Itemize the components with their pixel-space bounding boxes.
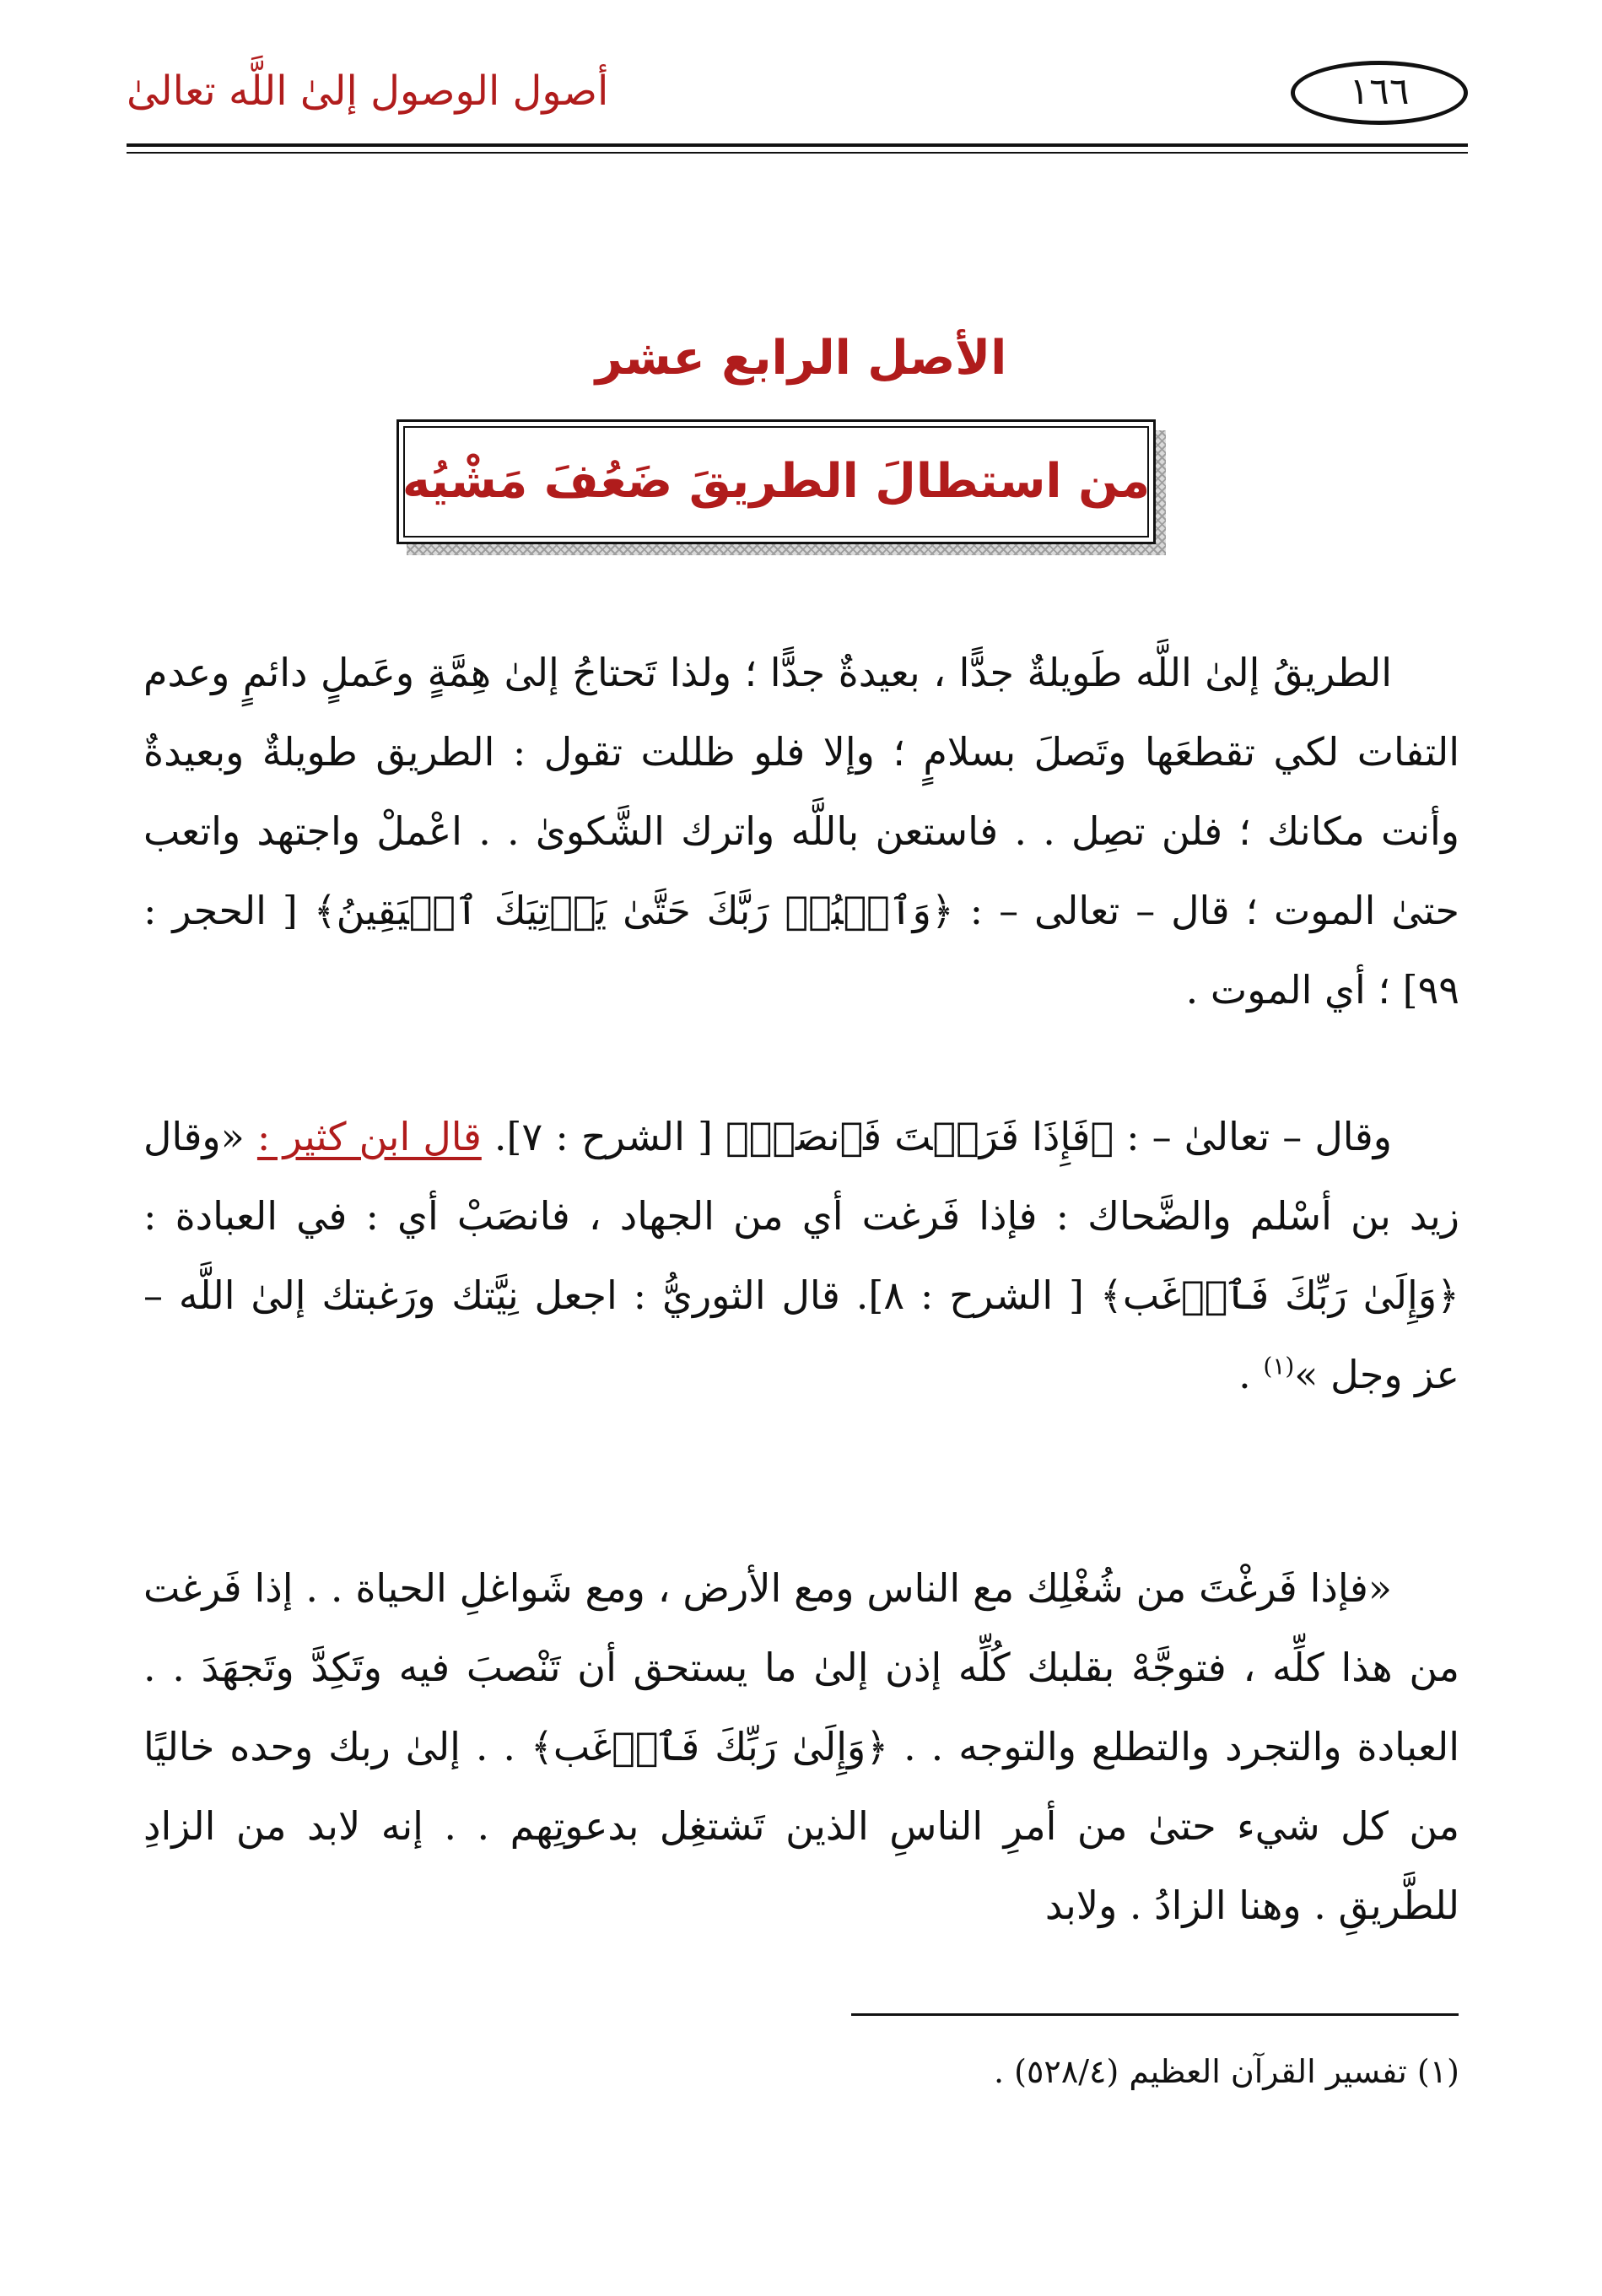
header-rule-thick xyxy=(127,143,1468,147)
paragraph-3 xyxy=(143,1548,1459,1945)
paragraph-1-text: الطريقُ إلىٰ اللَّه طَويلةٌ جدًّا ، بعيدةٌ جدًّا ؛ ولذا تَحتاجُ إلىٰ هِمَّةٍ وعَملٍ دائمٍ وعدم التفات لكي تقطعَها وتَصلَ بسلامٍ ؛ وإلا فلو ظللت تقول : الطريق طويلةٌ وبعيدةٌ وأنت مكانك ؛ فلن تصِل . . فاستعن باللَّه واترك الشَّكوىٰ . . اعْملْ واجتهد واتعب حتىٰ الموت ؛ قال – تعالى – : ﴿وَٱعۡبُدۡ رَبَّكَ حَتَّىٰ يَأۡتِيَكَ ٱلۡيَقِينُ﴾ [ الحجر : ٩٩] ؛ أي الموت . xyxy=(143,650,1459,1013)
paragraph-1 xyxy=(143,633,1459,1029)
running-header xyxy=(127,51,1468,152)
chapter-number-title: الأصل الرابع عشر xyxy=(595,331,1007,386)
ibn-kathir-highlight: قال ابن كثير : xyxy=(256,1114,482,1159)
paragraph-3-text: «فإذا فَرغْتَ من شُغْلِك مع الناس ومع الأرض ، ومع شَواغلِ الحياة . . إذا فَرغت من هذا كلِّه ، فتوجَّهْ بقلبك كُلِّه إذن إلىٰ ما يستحق أن تَنْصبَ فيه وتَكِدَّ وتَجهَدَ . . العبادة والتجرد والتطلع والتوجه . . ﴿وَإِلَىٰ رَبِّكَ فَٱرۡغَب﴾ . . إلىٰ ربك وحده خاليًا من كل شيء حتىٰ من أمرِ الناسِ الذين تَشتغِل بدعوتِهم . . إنه لابد من الزادِ للطَّريقِ . وهنا الزادُ . ولابد xyxy=(143,1565,1459,1928)
paragraph-2-start: وقال – تعالىٰ – : ﴿فَإِذَا فَرَغۡتَ فَٱنصَبۡ﴾ [ الشرح : ٧]. xyxy=(481,1114,1393,1159)
chapter-boxed-title: من استطالَ الطريقَ ضَعُفَ مَشْيُه xyxy=(396,419,1156,544)
paragraph-2 xyxy=(143,1097,1459,1414)
running-title: أصول الوصول إلىٰ اللَّه تعالىٰ xyxy=(127,68,609,115)
paragraph-2-end: «وقال زيد بن أسْلم والضَّحاك : فإذا فَرغت أي من الجهاد ، فانصَبْ أي : في العبادة : ﴿وَإِلَىٰ رَبِّكَ فَٱرۡغَب﴾ [ الشرح : ٨]. قال الثوريُّ : اجعل نِيَّتك ورَغبتك إلىٰ اللَّه – عز وجل » xyxy=(143,1114,1460,1397)
page-number: ١٦٦ xyxy=(1291,61,1468,125)
footnote-text: (١) تفسير القرآن العظيم (٥٢٨/٤) . xyxy=(994,2053,1459,2090)
paragraph-2-text xyxy=(143,1097,1459,1414)
footnote-reference: (١) xyxy=(1263,1352,1295,1380)
header-rule-thin xyxy=(127,152,1468,154)
footnote-divider xyxy=(851,2013,1459,2016)
paragraph-2-tail: . xyxy=(1238,1352,1264,1397)
